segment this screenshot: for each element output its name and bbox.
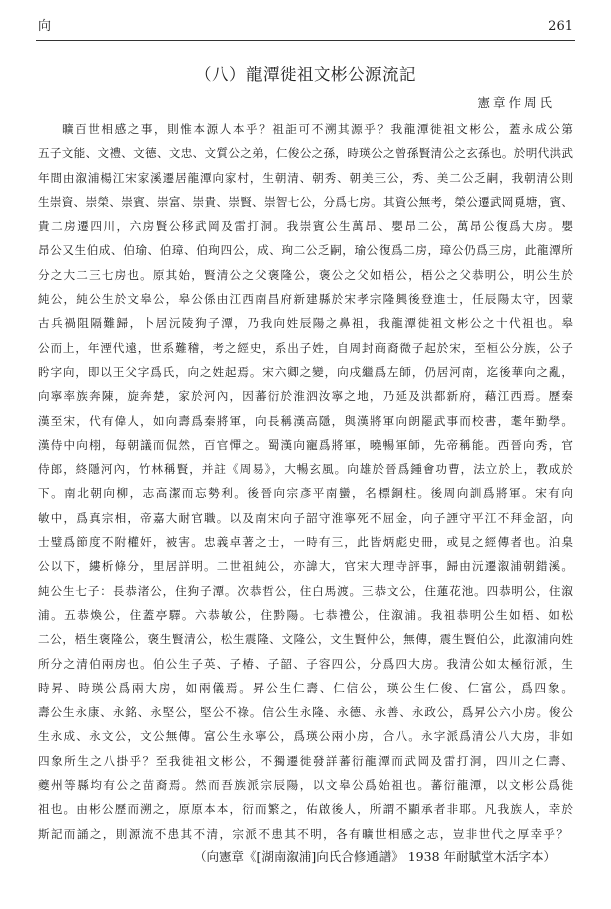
body-line: 生崇資、崇榮、崇賓、崇富、崇貴、崇賢、崇智七公，分爲七房。其資公無考，榮公遷武岡覓塘，賓、 — [38, 194, 573, 209]
body-line: 曠百世相感之事，則惟本源人本乎？祖詎可不溯其源乎？我龍潭徙祖文彬公，蓋永成公第 — [62, 122, 573, 136]
body-line: 五子文能、文禮、文德、文忠、文質公之弟，仁俊公之孫，時瑛公之曾孫賢清公之玄孫也。於明代洪武 — [38, 146, 573, 161]
body-line: 侍郎，終隱河內，竹林稱賢，并註《周易》，大暢玄風。向雄於晉爲鍾會功曹，法立於上，教成於 — [38, 462, 573, 477]
body-line: 分之大二三七房也。原其始，賢清公之父褒隆公，褒公之父如梧公，梧公之父恭明公，明公生於 — [38, 267, 573, 282]
body-line: 下。南北朝向柳，志高潔而忘勢利。後晉向宗彥平南蠻，名標銅柱。後周向訓爲將軍。宋有向 — [38, 486, 573, 501]
body-line: 浦。五恭煥公，住蓋亭驛。六恭敏公，住黔陽。七恭禮公，住溆浦。我祖恭明公生如梧、如松 — [38, 607, 573, 622]
article-body — [38, 117, 573, 846]
body-line: 純公，純公生於文皋公，皋公係由江西南昌府新建縣於宋孝宗隆興後登進士，任辰陽太守，因蒙 — [38, 292, 573, 307]
article-author: 憲章作周氏 — [477, 95, 555, 110]
body-line: 夔州等縣均有公之苗裔焉。然而吾族派宗辰陽，以文皋公爲始祖也。蕃衍龍潭，以文彬公爲徙 — [38, 778, 573, 793]
article-title: （八）龍潭徙祖文彬公源流記 — [195, 65, 416, 84]
body-line: 生永成、永文公，文公無傳。富公生永寧公，爲瑛公兩小房，合八。永字派爲清公八大房，非如 — [38, 729, 573, 744]
header-divider — [36, 40, 575, 41]
body-line: 向寧率族奔陳，旋奔楚，家於河內，因蕃衍於淮泗汝寧之地，乃延及洪都新府，藉江西焉。歷秦 — [38, 389, 573, 404]
source-citation: （向憲章《[湖南溆浦]向氏合修通譜》 1938 年耐賦堂木活字本） — [193, 849, 556, 864]
body-line: 時昇、時瑛公爲兩大房，如兩儀焉。昇公生仁壽、仁信公，瑛公生仁俊、仁富公，爲四象。 — [38, 680, 573, 695]
body-line: 敏中，爲真宗相，帝嘉大耐官職。以及南宋向子韶守淮寧死不屈金，向子諲守平江不拜金詔，向 — [38, 510, 573, 525]
body-line: 漢侍中向栩，每朝議而侃然，百官憚之。蜀漢向寵爲將軍，曉暢軍師，先帝稱能。西晉向秀，官 — [38, 437, 573, 452]
page-number: 261 — [548, 19, 573, 34]
body-line: 昂公又生伯成、伯瑜、伯璋、伯珣四公，成、珣二公乏嗣，瑜公復爲二房，璋公仍爲三房，此龍潭所 — [38, 243, 573, 258]
body-line: 盻字向，即以王父字爲氏，向之姓起焉。宋六卿之變，向戌繼爲左師，仍居河南，迄後華向之亂， — [38, 364, 573, 379]
body-line: 公而上，年湮代遠，世系難稽，考之經史，系出子姓，自周封商裔微子起於宋，至桓公分族，公子 — [38, 340, 573, 355]
body-line: 四象所生之八掛乎？至我徙祖文彬公，不獨遷徙發詳蕃衍龍潭而武岡及雷打洞，四川之仁壽、 — [38, 753, 573, 768]
body-line: 公以下，縷析條分，里居詳明。二世祖純公，亦諱大，官宋大理寺評事，歸由沅遷溆浦朝錯溪。 — [38, 559, 573, 574]
body-line: 祖也。由彬公歷而溯之，原原本本，衍而繁之，佑啟後人，所謂不顯承者非耶。凡我族人，幸於 — [38, 802, 573, 817]
body-line: 壽公生永康、永銘、永堅公，堅公不祿。信公生永隆、永德、永善、永政公，爲昇公六小房。俊公 — [38, 705, 573, 720]
body-line: 所分之清伯兩房也。伯公生子英、子椿、子韶、子容四公，分爲四大房。我清公如太極衍派，生 — [38, 656, 573, 671]
body-line: 貴二房遷四川，六房賢公移武岡及雷打洞。我崇賓公生萬昂、嬰昂二公，萬昂公復爲大房。嬰 — [38, 219, 573, 234]
body-line: 純公生七子：長恭渚公，住狗子潭。次恭哲公，住白馬渡。三恭文公，住蓮花池。四恭明公，住溆 — [38, 583, 573, 598]
body-line: 二公，梧生褒隆公，褒生賢清公，松生震隆、文隆公，文生賢仲公，無傳，震生賢伯公，此溆浦向姓 — [38, 632, 573, 647]
running-header-section: 向 — [38, 19, 52, 34]
body-line: 士璧爲節度不附權奸，被害。忠義卓著之士，一時有三，此皆炳彪史冊，或見之經傳者也。泊臬 — [38, 535, 573, 550]
body-line: 年間由溆浦楊江宋家溪遷居龍潭向家村，生朝清、朝秀、朝美三公，秀、美二公乏嗣，我朝清公則 — [38, 170, 573, 185]
body-line: 漢至宋，代有偉人，如向壽爲秦將軍，向長稱漢高隱，與漢將軍向朗罷武事而校書，耄年勤學。 — [38, 413, 573, 428]
body-line: 斯記而誦之，則源流不患其不清，宗派不患其不明，各有曠世相感之志，豈非世代之厚幸乎？ — [38, 826, 568, 841]
body-line: 古兵禍阻隔難歸，卜居沅陵狗子潭，乃我向姓辰陽之鼻祖，我龍潭徙祖文彬公之十代祖也。皋 — [38, 316, 573, 331]
